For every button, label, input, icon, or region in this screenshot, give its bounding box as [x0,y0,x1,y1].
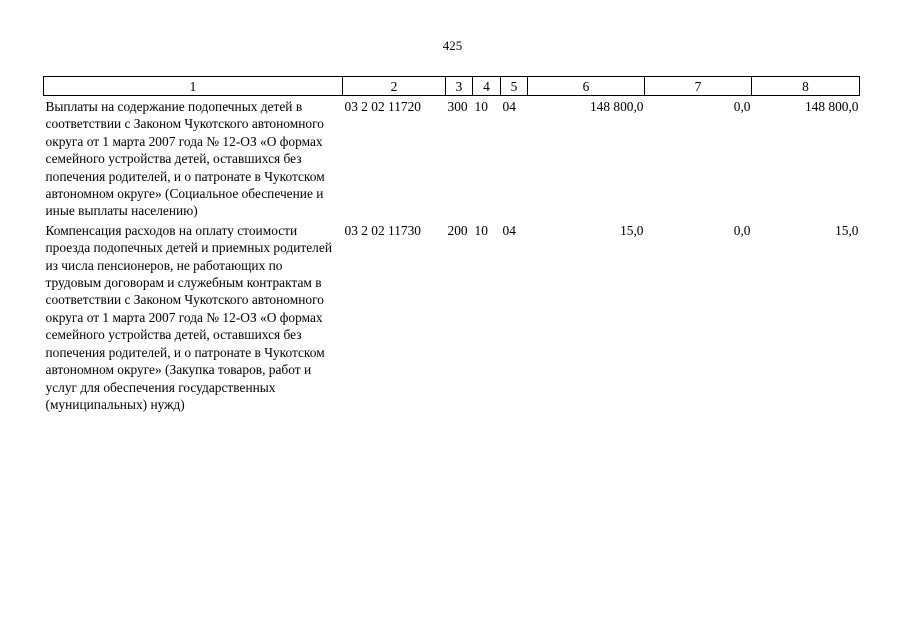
column-header-4: 4 [473,77,501,96]
column-header-6: 6 [528,77,645,96]
budget-table [43,76,860,413]
row-col8: 15,0 [835,222,859,238]
column-header-7: 7 [645,77,752,96]
row-col7: 0,0 [733,99,751,114]
row-name: Компенсация расходов на оплату стоимости проезда подопечных детей и приемных родителей из числа пенсионеров, не работающих по трудовым договорам и служебным контрактам в соответствии с Законом Чукотского автономного округа от 1 марта 2007 года № 12-ОЗ «О формах семейного устройства детей, оставшихся без попечения родителей, и о патронате в Чукотском автономном округе» (Закупка товаров, работ и услуг для обеспечения государственных (муниципальных) нужд) [45,222,332,412]
row-col8: 148 800,0 [804,99,859,114]
column-header-3: 3 [446,77,473,96]
column-header-1: 1 [44,77,343,96]
page-number: 425 [442,38,463,53]
column-header-5: 5 [501,77,528,96]
row-code: 03 2 02 11730 [344,222,421,238]
row-name: Выплаты на содержание подопечных детей в соответствии с Законом Чукотского автономного округа от 1 марта 2007 года № 12-ОЗ «О формах семейного устройства детей, оставшихся без попечения родителей, и о патронате в Чукотском автономном округе» (Социальное обеспечение и иные выплаты населению) [45,99,325,219]
row-col6: 15,0 [620,222,644,238]
row-code: 03 2 02 11720 [344,99,421,114]
row-col7: 0,0 [733,222,751,238]
table-header-row [44,77,860,96]
row-col5: 04 [502,222,516,238]
row-col3: 300 [447,99,468,114]
row-col5: 04 [502,99,516,114]
row-col4: 10 [474,99,488,114]
column-header-2: 2 [343,77,446,96]
table-row [44,96,860,220]
row-col4: 10 [474,222,488,238]
table-row [44,220,860,413]
row-col3: 200 [447,222,468,238]
column-header-8: 8 [752,77,860,96]
row-col6: 148 800,0 [589,99,644,114]
